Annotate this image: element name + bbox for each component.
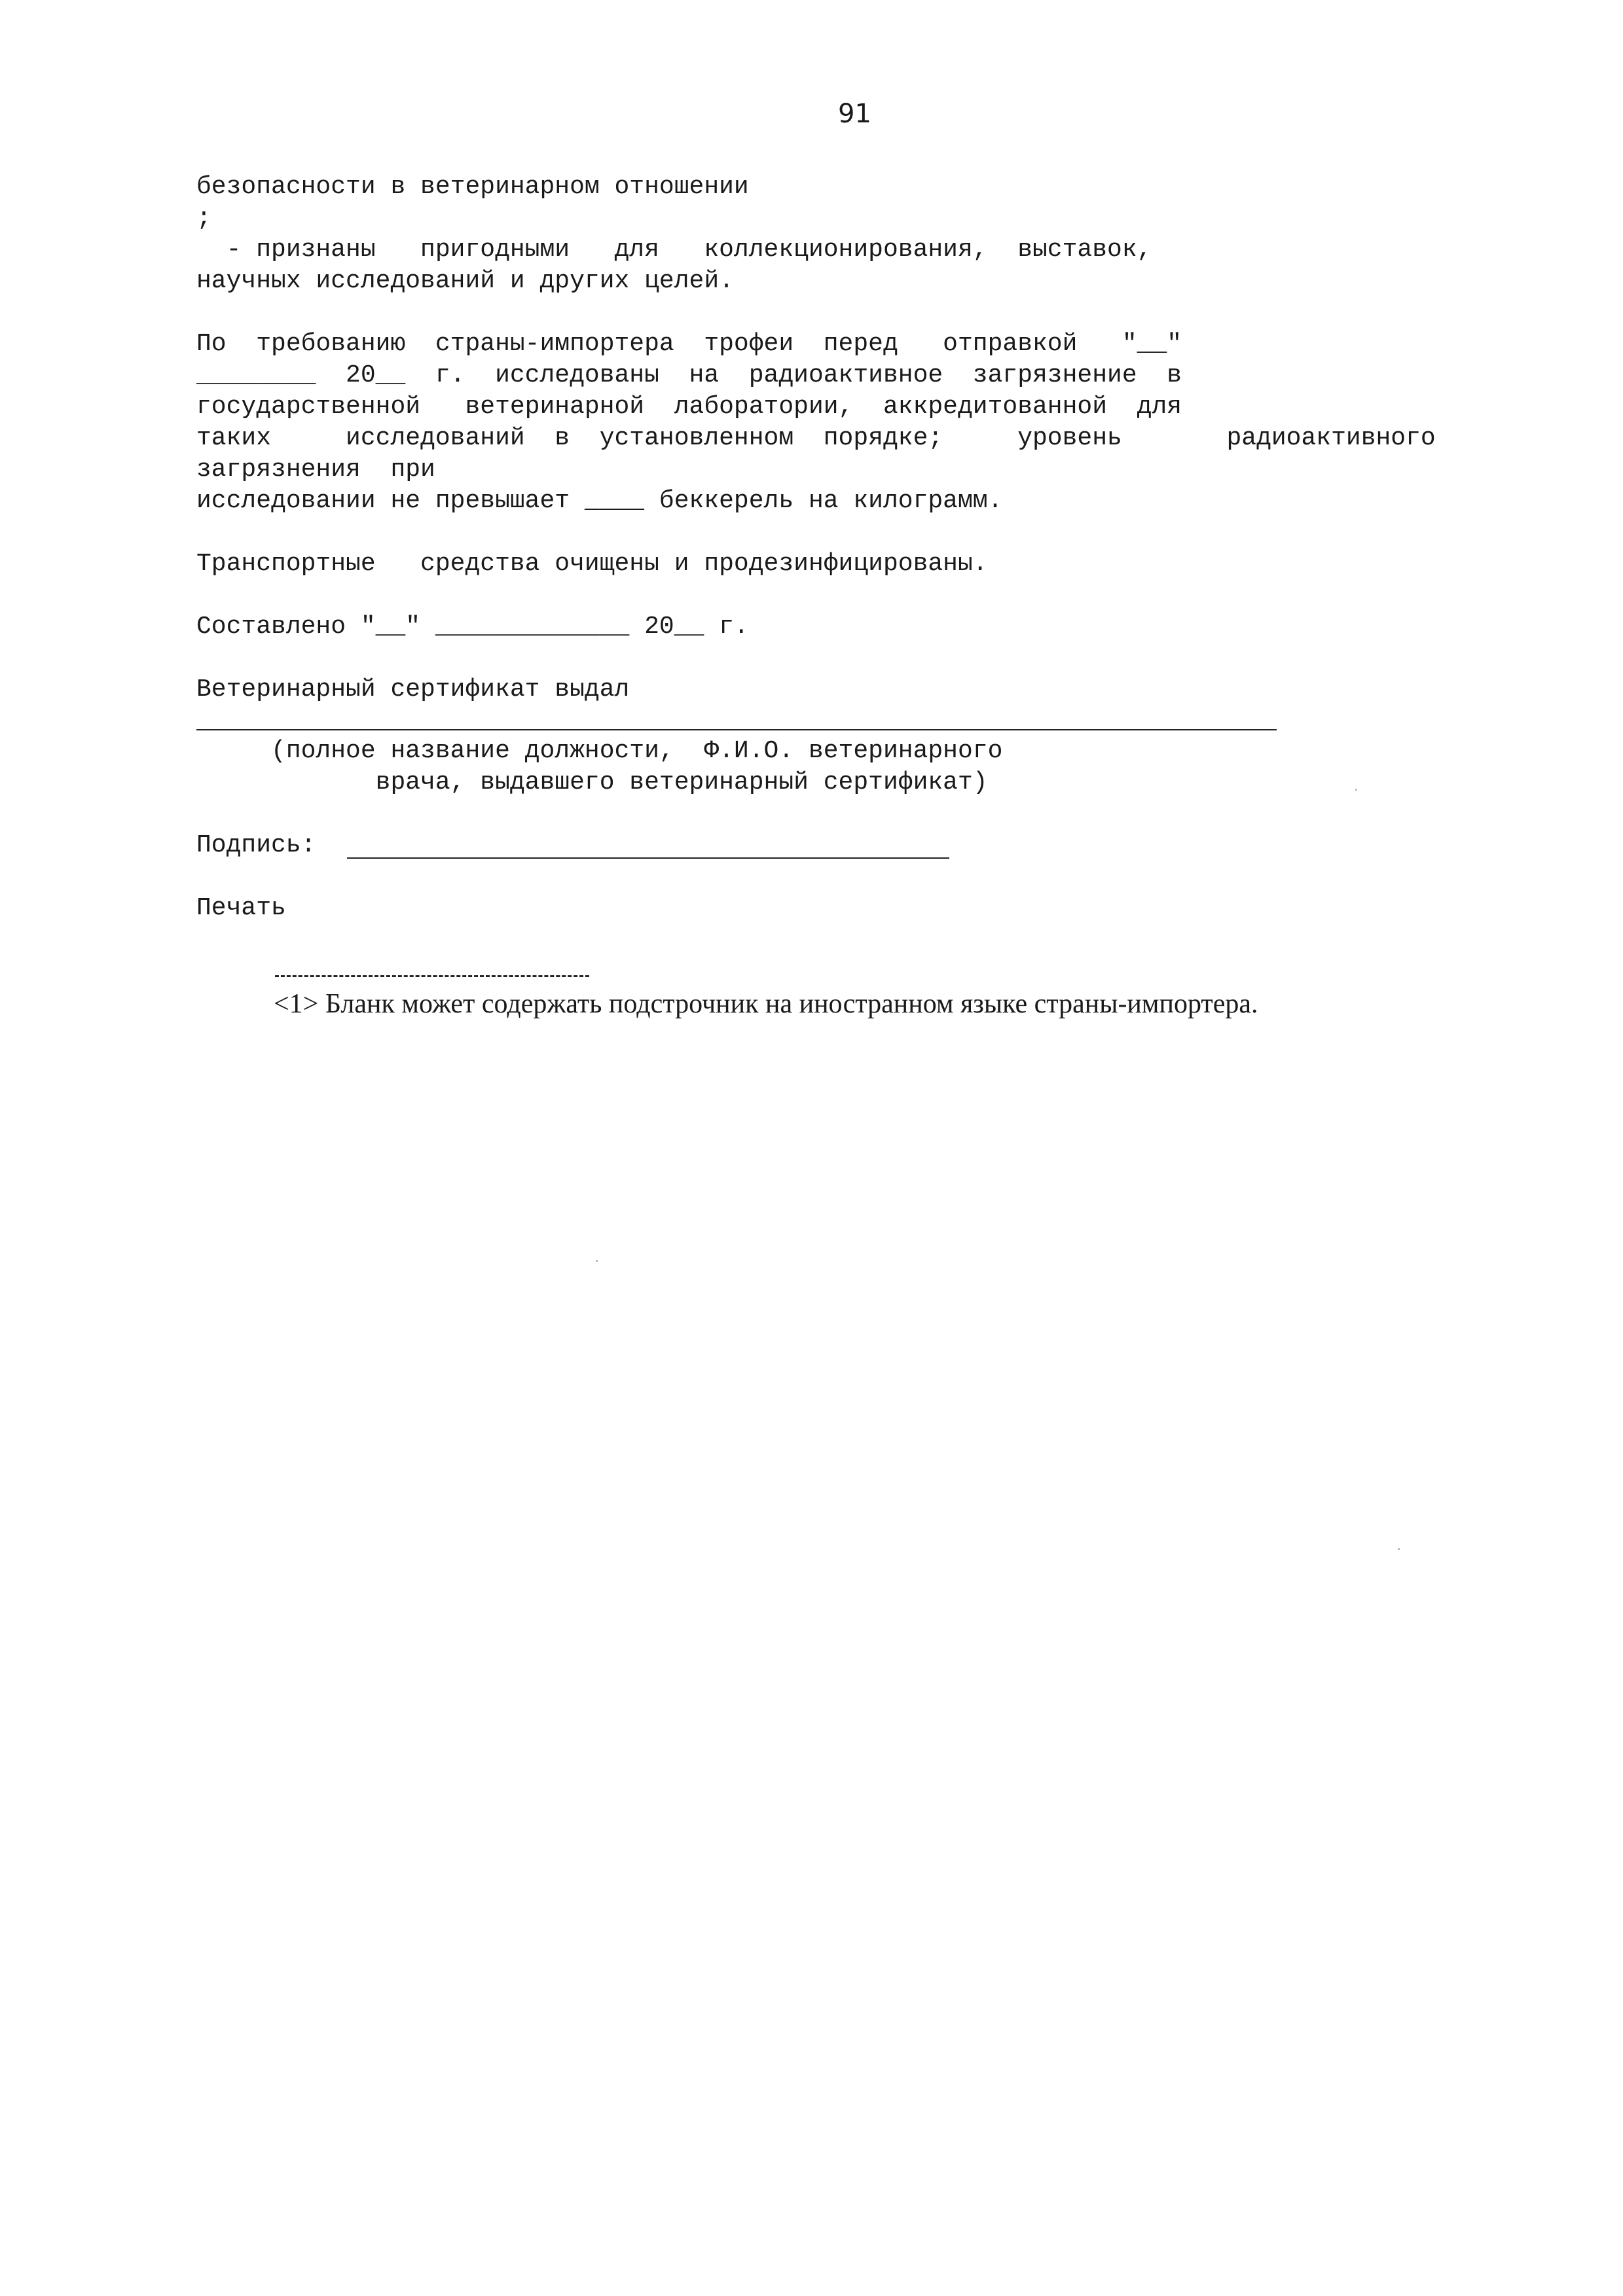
transport-line: Транспортные средства очищены и продезинфицированы.: [196, 550, 988, 578]
para2-line-5: загрязнения при: [196, 456, 435, 484]
signature-label: Подпись:: [196, 831, 316, 859]
body-line-3: - признаны пригодными для коллекционирования, выставок,: [196, 236, 1152, 264]
scan-speck: [1355, 789, 1357, 791]
body-line-2: ;: [196, 204, 211, 232]
footnote-separator: [275, 975, 589, 977]
page-number: 91: [838, 99, 871, 129]
composed-line: Составлено "__" _____________ 20__ г.: [196, 613, 749, 641]
issuer-caption-line-1: (полное название должности, Ф.И.О. ветеринарного: [196, 737, 1003, 765]
signature-line: [347, 857, 949, 859]
para2-line-3: государственной ветеринарной лаборатории, аккредитованной для: [196, 393, 1182, 421]
issuer-caption-line-2: врача, выдавшего ветеринарный сертификат): [196, 768, 988, 797]
scan-speck: [596, 1260, 598, 1262]
stamp-label: Печать: [196, 894, 286, 922]
para2-line-2: ________ 20__ г. исследованы на радиоактивное загрязнение в: [196, 361, 1182, 389]
scan-speck: [1398, 1548, 1400, 1550]
body-line-4: научных исследований и других целей.: [196, 267, 734, 295]
issued-by-line: Ветеринарный сертификат выдал: [196, 675, 630, 704]
para2-line-1: По требованию страны-импортера трофеи перед отправкой "__": [196, 330, 1182, 358]
para2-line-6: исследовании не превышает ____ беккерель на килограмм.: [196, 487, 1003, 515]
para2-line-4: таких исследований в установленном порядке; уровень радиоактивного: [196, 424, 1436, 452]
footnote-text: <1> Бланк может содержать подстрочник на иностранном языке страны-импортера.: [274, 989, 1258, 1019]
body-line-1: безопасности в ветеринарном отношении: [196, 173, 749, 201]
issuer-underline: [196, 729, 1277, 730]
